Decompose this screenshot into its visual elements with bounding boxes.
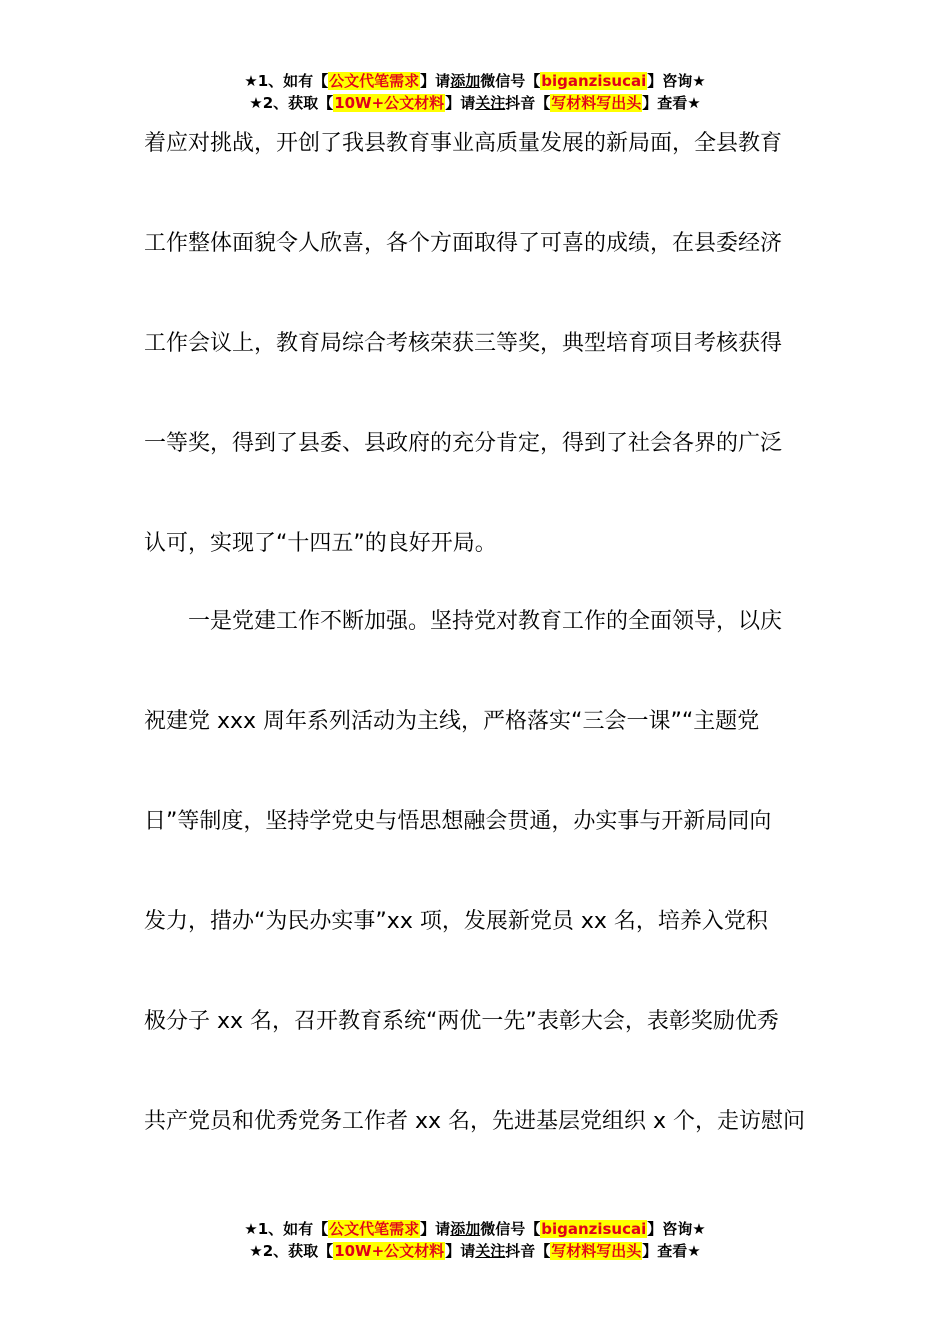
- text-line: 一等奖，得到了县委、县政府的充分肯定，得到了社会各界的广泛: [144, 431, 783, 456]
- paragraph-start-line: 一是党建工作不断加强。坚持党对教育工作的全面领导，以庆: [188, 609, 783, 634]
- banner-text: 微信号【: [480, 72, 541, 90]
- banner-highlight-douyin: 写材料写出头: [551, 94, 642, 112]
- header-banner: [0, 70, 950, 114]
- text-line: 着应对挑战，开创了我县教育事业高质量发展的新局面，全县教育: [144, 131, 783, 156]
- banner-highlight-materials: 10W+公文材料: [334, 1242, 445, 1260]
- banner-line-1: [0, 1218, 950, 1240]
- text-line: 日”等制度，坚持学党史与悟思想融会贯通，办实事与开新局同向: [144, 809, 772, 834]
- text-line: 极分子 xx 名，召开教育系统“两优一先”表彰大会，表彰奖励优秀: [144, 1009, 779, 1034]
- text-line: 工作整体面貌令人欣喜，各个方面取得了可喜的成绩，在县委经济: [144, 231, 783, 256]
- banner-line-2: [0, 92, 950, 114]
- banner-text: 】请: [445, 94, 476, 112]
- banner-text: 】请: [445, 1242, 476, 1260]
- banner-text: ★1、如有【: [244, 1220, 329, 1238]
- text-line: 工作会议上，教育局综合考核荣获三等奖，典型培育项目考核获得: [144, 331, 783, 356]
- banner-line-2: [0, 1240, 950, 1262]
- banner-text: ★2、获取【: [249, 94, 334, 112]
- banner-highlight-service: 公文代笔需求: [329, 72, 420, 90]
- banner-text: 】查看★: [642, 94, 701, 112]
- banner-text: 】咨询★: [647, 1220, 706, 1238]
- banner-line-1: [0, 70, 950, 92]
- footer-banner: [0, 1218, 950, 1262]
- text-line: 发力，措办“为民办实事”xx 项，发展新党员 xx 名，培养入党积: [144, 909, 768, 934]
- banner-text: 微信号【: [480, 1220, 541, 1238]
- banner-underlined-text: 关注: [475, 1242, 506, 1260]
- banner-underlined-text: 添加: [450, 72, 481, 90]
- text-line: 认可，实现了“十四五”的良好开局。: [144, 531, 497, 556]
- banner-text: 】请: [420, 1220, 451, 1238]
- banner-text: 】查看★: [642, 1242, 701, 1260]
- banner-text: 抖音【: [505, 94, 551, 112]
- banner-highlight-wechat-id: biganzisucai: [541, 72, 647, 90]
- banner-text: 】请: [420, 72, 451, 90]
- banner-text: 】咨询★: [647, 72, 706, 90]
- banner-text: ★1、如有【: [244, 72, 329, 90]
- text-line: 祝建党 xxx 周年系列活动为主线，严格落实“三会一课”“主题党: [144, 709, 760, 734]
- banner-highlight-douyin: 写材料写出头: [551, 1242, 642, 1260]
- banner-text: 抖音【: [505, 1242, 551, 1260]
- banner-underlined-text: 添加: [450, 1220, 481, 1238]
- banner-highlight-materials: 10W+公文材料: [334, 94, 445, 112]
- banner-underlined-text: 关注: [475, 94, 506, 112]
- text-line: 共产党员和优秀党务工作者 xx 名，先进基层党组织 x 个，走访慰问: [144, 1109, 806, 1134]
- banner-highlight-service: 公文代笔需求: [329, 1220, 420, 1238]
- banner-text: ★2、获取【: [249, 1242, 334, 1260]
- banner-highlight-wechat-id: biganzisucai: [541, 1220, 647, 1238]
